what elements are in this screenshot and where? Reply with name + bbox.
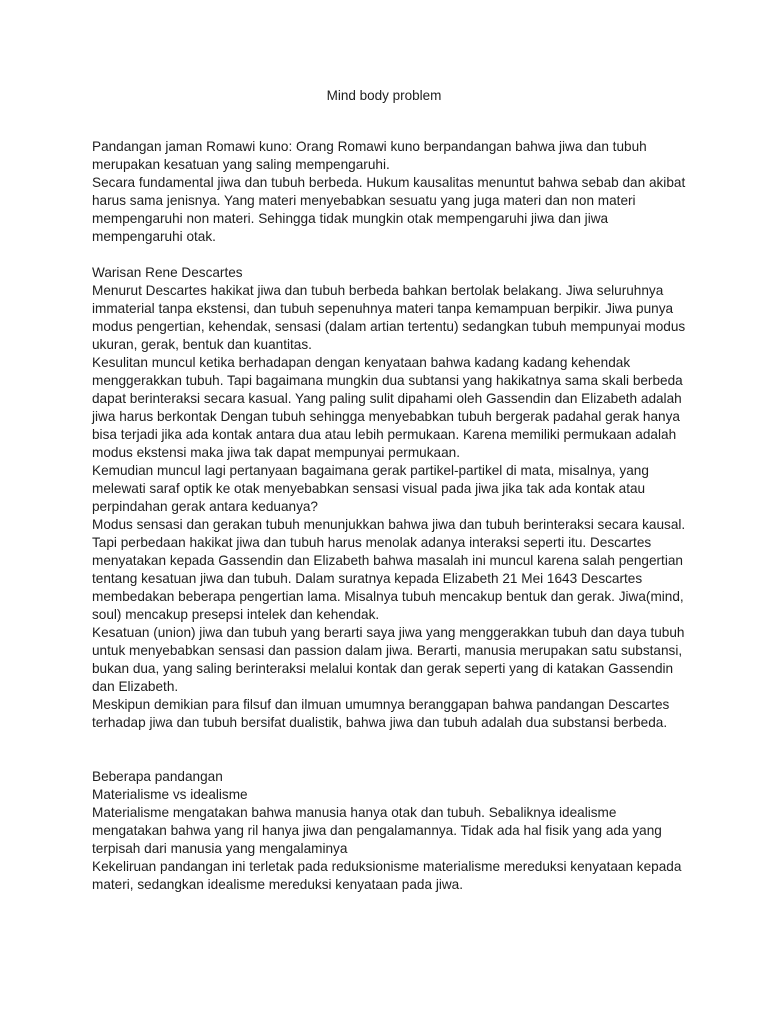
spacer xyxy=(92,732,692,768)
document-title: Mind body problem xyxy=(326,88,442,103)
paragraph-kekeliruan: Kekeliruan pandangan ini terletak pada reduksionisme materialisme mereduksi kenyataan kepada materi, sedangkan idealisme mereduksi kenyataan pada jiwa. xyxy=(92,859,682,892)
paragraph-fundamental: Secara fundamental jiwa dan tubuh berbeda. Hukum kausalitas menuntut bahwa sebab dan akibat harus sama jenisnya. Yang materi menyebabkan sesuatu yang juga materi dan non materi mempengaruhi non materi. Sehingga tidak mungkin otak mempengaruhi jiwa dan jiwa mempengaruhi otak. xyxy=(92,175,686,244)
heading-materialisme: Materialisme vs idealisme xyxy=(92,787,248,802)
paragraph-romawi: Pandangan jaman Romawi kuno: Orang Romawi kuno berpandangan bahwa jiwa dan tubuh merupakan kesatuan yang saling mempengaruhi. xyxy=(92,139,647,172)
paragraph-kesulitan: Kesulitan muncul ketika berhadapan dengan kenyataan bahwa kadang kadang kehendak menggerakkan tubuh. Tapi bagaimana mungkin dua subtansi yang hakikatnya sama skali berbeda dapat berinteraksi secara kasual. Yang paling sulit dipahami oleh Gassendin dan Elizabeth adalah jiwa harus berkontak Dengan tubuh sehingga menyebabkan tubuh bergerak padahal gerak hanya bisa terjadi jika ada kontak antara dua atau lebih permukaan. Karena memiliki permukaan adalah modus ekstensi maka jiwa tak dapat mempunyai permukaan. xyxy=(92,355,683,460)
paragraph-modus: Modus sensasi dan gerakan tubuh menunjukkan bahwa jiwa dan tubuh berinteraksi secara kausal. Tapi perbedaan hakikat jiwa dan tubuh harus menolak adanya interaksi seperti itu. Descartes menyatakan kepada Gassendin dan Elizabeth bahwa masalah ini muncul karena salah pengertian tentang kesatuan jiwa dan tubuh. Dalam suratnya kepada Elizabeth 21 Mei 1643 Descartes membedakan beberapa pengertian lama. Misalnya tubuh mencakup bentuk dan gerak. Jiwa(mind, soul) mencakup presepsi intelek dan kehendak. xyxy=(92,517,686,622)
paragraph-kesatuan: Kesatuan (union) jiwa dan tubuh yang berarti saya jiwa yang menggerakkan tubuh dan daya tubuh untuk menyebabkan sensasi dan passion dalam jiwa. Berarti, manusia merupakan satu substansi, bukan dua, yang saling berinteraksi melalui kontak dan gerak seperti yang di katakan Gassendin dan Elizabeth. xyxy=(92,625,685,694)
paragraph-pertanyaan: Kemudian muncul lagi pertanyaan bagaimana gerak partikel-partikel di mata, misalnya, yang melewati saraf optik ke otak menyebabkan sensasi visual pada jiwa jika tak ada kontak atau perpindahan gerak antara keduanya? xyxy=(92,463,649,514)
heading-beberapa-pandangan: Beberapa pandangan xyxy=(92,769,223,784)
paragraph-materialisme: Materialisme mengatakan bahwa manusia hanya otak dan tubuh. Sebaliknya idealisme mengatakan bahwa yang ril hanya jiwa dan pengalamannya. Tidak ada hal fisik yang ada yang terpisah dari manusia yang mengalaminya xyxy=(92,805,662,856)
heading-descartes: Warisan Rene Descartes xyxy=(92,265,243,280)
document-body xyxy=(92,138,692,894)
paragraph-meskipun: Meskipun demikian para filsuf dan ilmuan umumnya beranggapan bahwa pandangan Descartes terhadap jiwa dan tubuh bersifat dualistik, bahwa jiwa dan tubuh adalah dua substansi berbeda. xyxy=(92,697,670,730)
spacer xyxy=(92,246,692,264)
paragraph-descartes-hakikat: Menurut Descartes hakikat jiwa dan tubuh berbeda bahkan bertolak belakang. Jiwa seluruhnya immaterial tanpa ekstensi, dan tubuh sepenuhnya materi tanpa kemampuan berpikir. Jiwa punya modus pengertian, kehendak, sensasi (dalam artian tertentu) sedangkan tubuh mempunyai modus ukuran, gerak, bentuk dan kuantitas. xyxy=(92,283,686,352)
